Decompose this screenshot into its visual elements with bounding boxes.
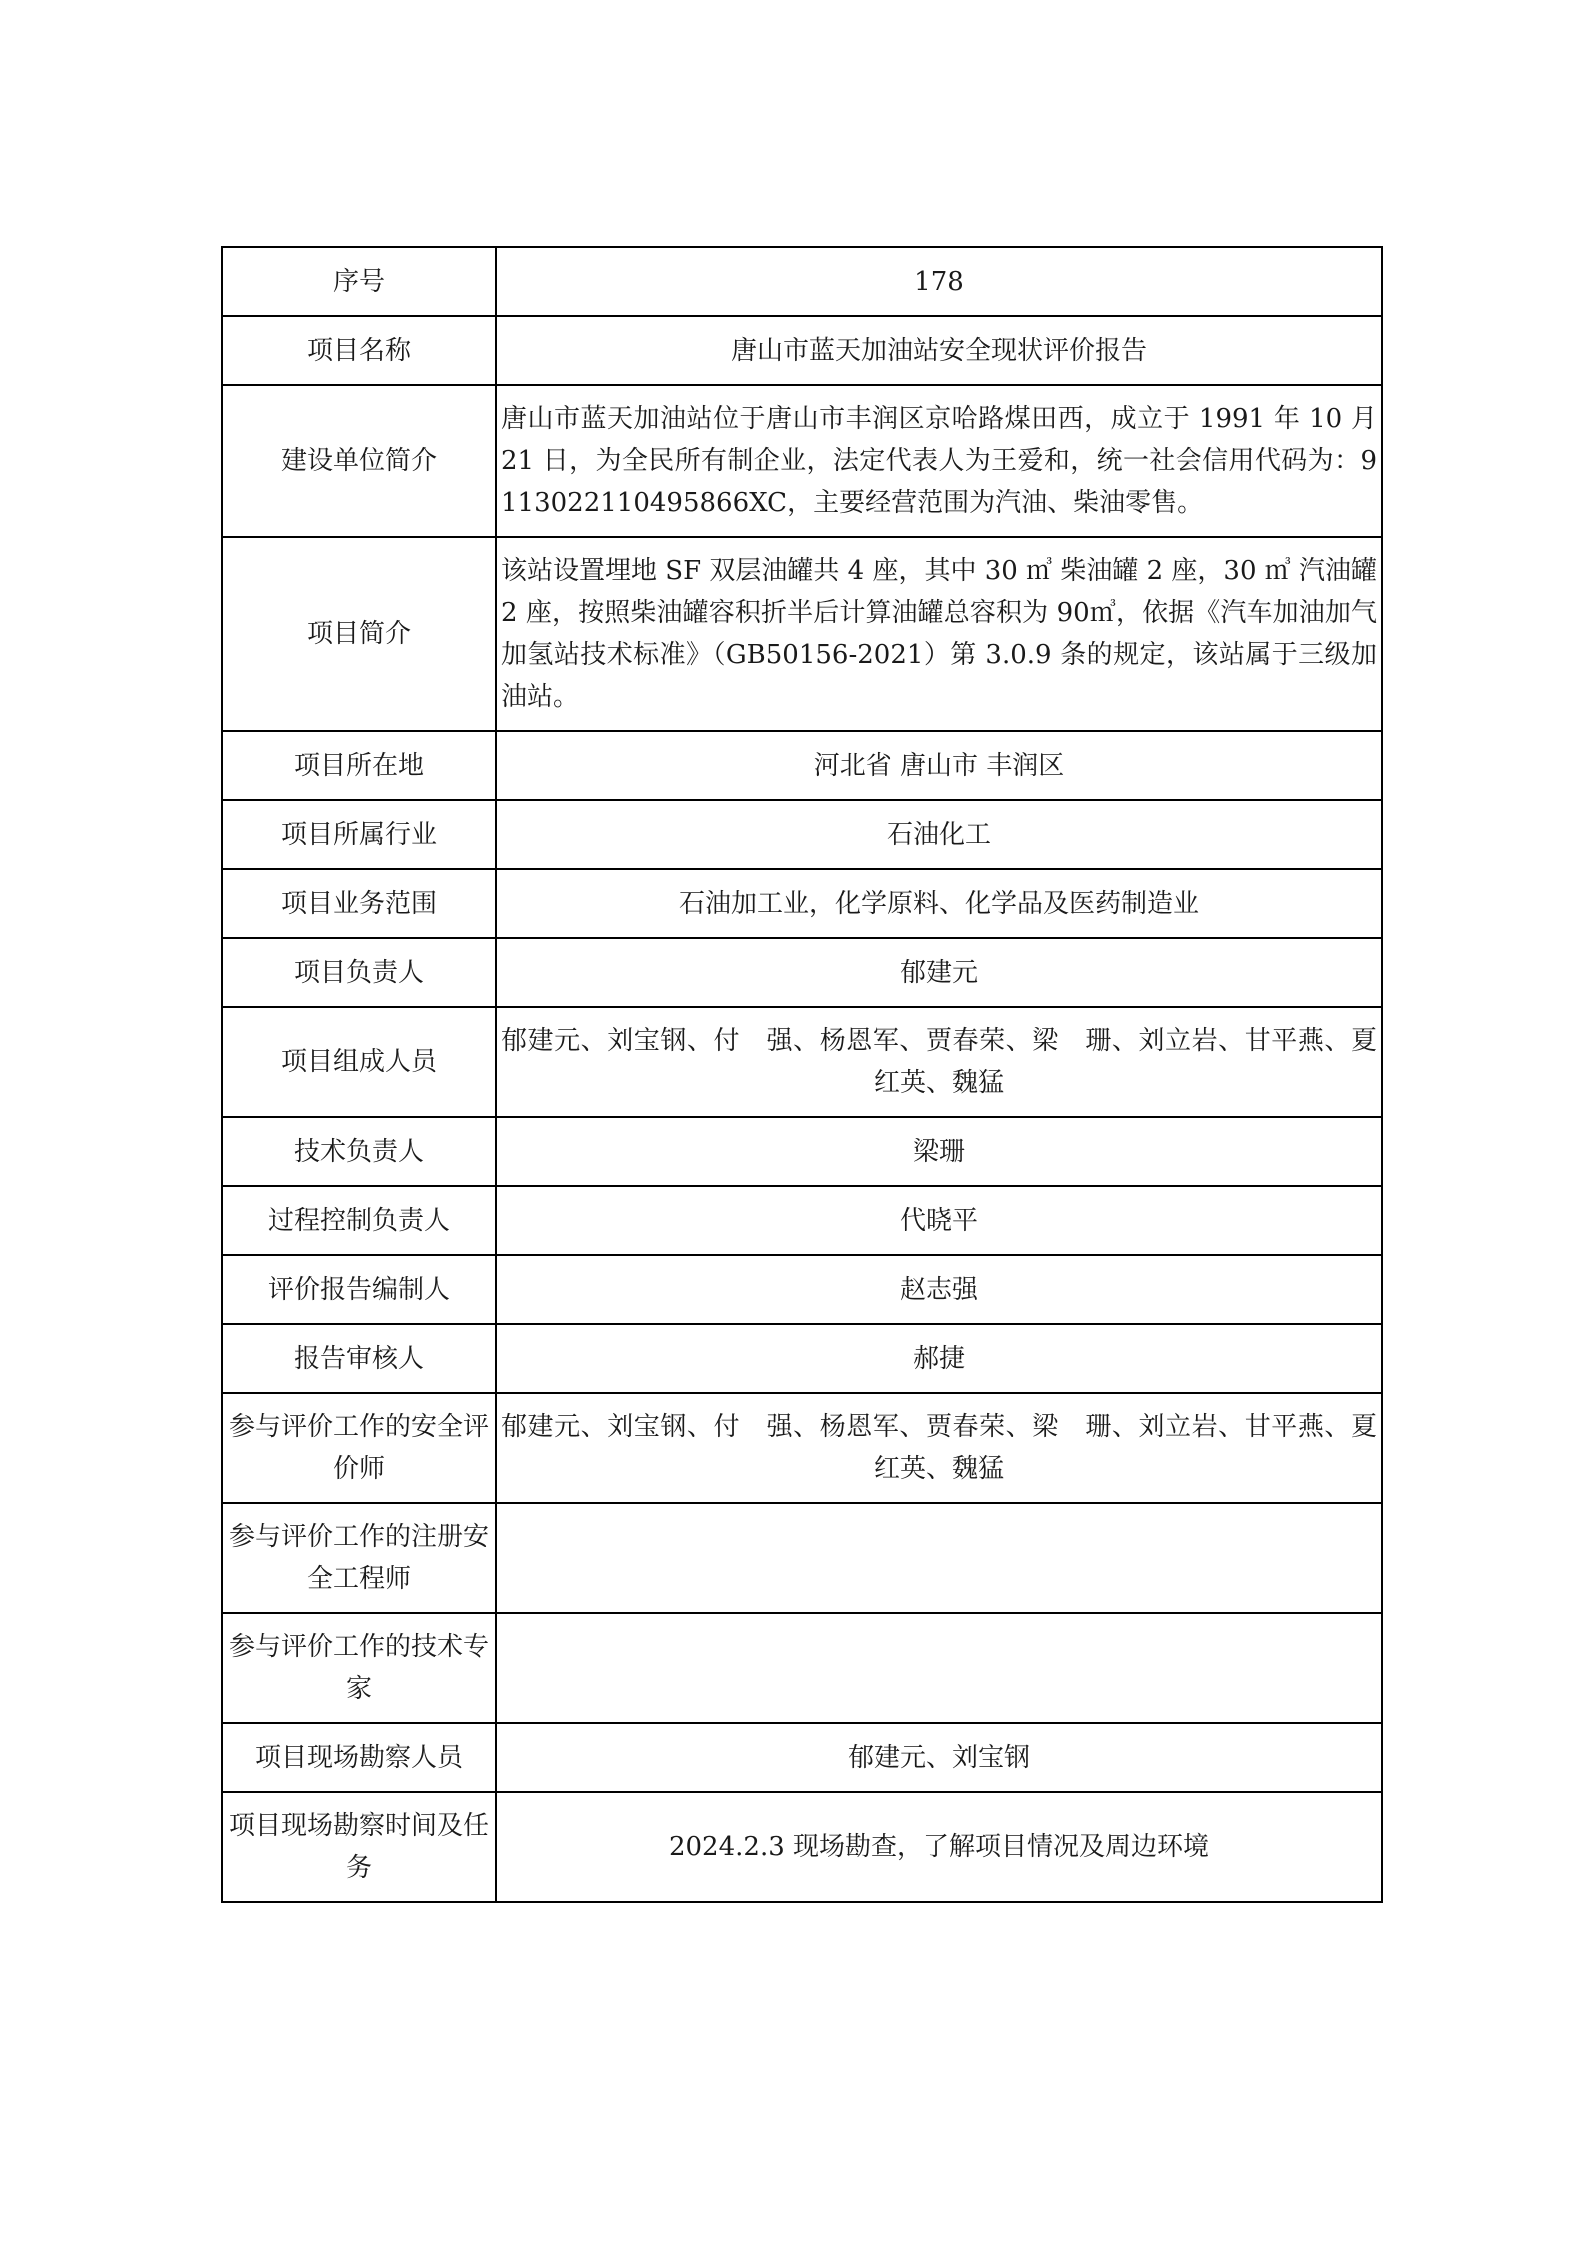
- row-location: [222, 731, 1382, 800]
- row-project-leader: [222, 938, 1382, 1007]
- value-project-name: 唐山市蓝天加油站安全现状评价报告: [496, 316, 1382, 385]
- label-report-reviewer: 报告审核人: [222, 1324, 496, 1393]
- value-safety-assessors: 郁建元、刘宝钢、付 强、杨恩军、贾春荣、梁 珊、刘立岩、甘平燕、夏红英、魏猛: [496, 1393, 1382, 1503]
- label-registered-engineers: 参与评价工作的注册安全工程师: [222, 1503, 496, 1613]
- label-report-author: 评价报告编制人: [222, 1255, 496, 1324]
- value-industry: 石油化工: [496, 800, 1382, 869]
- value-report-reviewer: 郝捷: [496, 1324, 1382, 1393]
- row-tech-leader: [222, 1117, 1382, 1186]
- label-builder-intro: 建设单位简介: [222, 385, 496, 537]
- label-safety-assessors: 参与评价工作的安全评价师: [222, 1393, 496, 1503]
- label-site-survey-staff: 项目现场勘察人员: [222, 1723, 496, 1792]
- label-tech-experts: 参与评价工作的技术专家: [222, 1613, 496, 1723]
- row-project-name: [222, 316, 1382, 385]
- value-tech-experts: [496, 1613, 1382, 1723]
- value-site-survey-time: 2024.2.3 现场勘查，了解项目情况及周边环境: [496, 1792, 1382, 1902]
- row-report-author: [222, 1255, 1382, 1324]
- row-industry: [222, 800, 1382, 869]
- label-process-control-leader: 过程控制负责人: [222, 1186, 496, 1255]
- project-info-table: [221, 246, 1383, 1903]
- value-team-members: 郁建元、刘宝钢、付 强、杨恩军、贾春荣、梁 珊、刘立岩、甘平燕、夏红英、魏猛: [496, 1007, 1382, 1117]
- value-builder-intro: 唐山市蓝天加油站位于唐山市丰润区京哈路煤田西，成立于 1991 年 10 月 21 日，为全民所有制企业，法定代表人为王爱和，统一社会信用代码为：9113022110495866XC，主要经营范围为汽油、柴油零售。: [496, 385, 1382, 537]
- label-site-survey-time: 项目现场勘察时间及任务: [222, 1792, 496, 1902]
- label-serial-number: 序号: [222, 247, 496, 316]
- row-site-survey-staff: [222, 1723, 1382, 1792]
- label-tech-leader: 技术负责人: [222, 1117, 496, 1186]
- label-team-members: 项目组成人员: [222, 1007, 496, 1117]
- value-project-intro: 该站设置埋地 SF 双层油罐共 4 座，其中 30 ㎥ 柴油罐 2 座，30 ㎥ 汽油罐 2 座，按照柴油罐容积折半后计算油罐总容积为 90㎥，依据《汽车加油加气加氢站技术标准》（GB50156-2021）第 3.0.9 条的规定，该站属于三级加油站。: [496, 537, 1382, 731]
- value-site-survey-staff: 郁建元、刘宝钢: [496, 1723, 1382, 1792]
- row-safety-assessors: [222, 1393, 1382, 1503]
- value-serial-number: 178: [496, 247, 1382, 316]
- value-tech-leader: 梁珊: [496, 1117, 1382, 1186]
- value-project-leader: 郁建元: [496, 938, 1382, 1007]
- row-project-intro: [222, 537, 1382, 731]
- label-business-scope: 项目业务范围: [222, 869, 496, 938]
- value-report-author: 赵志强: [496, 1255, 1382, 1324]
- value-process-control-leader: 代晓平: [496, 1186, 1382, 1255]
- label-industry: 项目所属行业: [222, 800, 496, 869]
- row-tech-experts: [222, 1613, 1382, 1723]
- row-builder-intro: [222, 385, 1382, 537]
- label-project-name: 项目名称: [222, 316, 496, 385]
- row-team-members: [222, 1007, 1382, 1117]
- value-registered-engineers: [496, 1503, 1382, 1613]
- row-site-survey-time: [222, 1792, 1382, 1902]
- row-serial-number: [222, 247, 1382, 316]
- label-project-leader: 项目负责人: [222, 938, 496, 1007]
- value-location: 河北省 唐山市 丰润区: [496, 731, 1382, 800]
- row-registered-engineers: [222, 1503, 1382, 1613]
- label-location: 项目所在地: [222, 731, 496, 800]
- row-process-control-leader: [222, 1186, 1382, 1255]
- value-business-scope: 石油加工业，化学原料、化学品及医药制造业: [496, 869, 1382, 938]
- label-project-intro: 项目简介: [222, 537, 496, 731]
- row-business-scope: [222, 869, 1382, 938]
- row-report-reviewer: [222, 1324, 1382, 1393]
